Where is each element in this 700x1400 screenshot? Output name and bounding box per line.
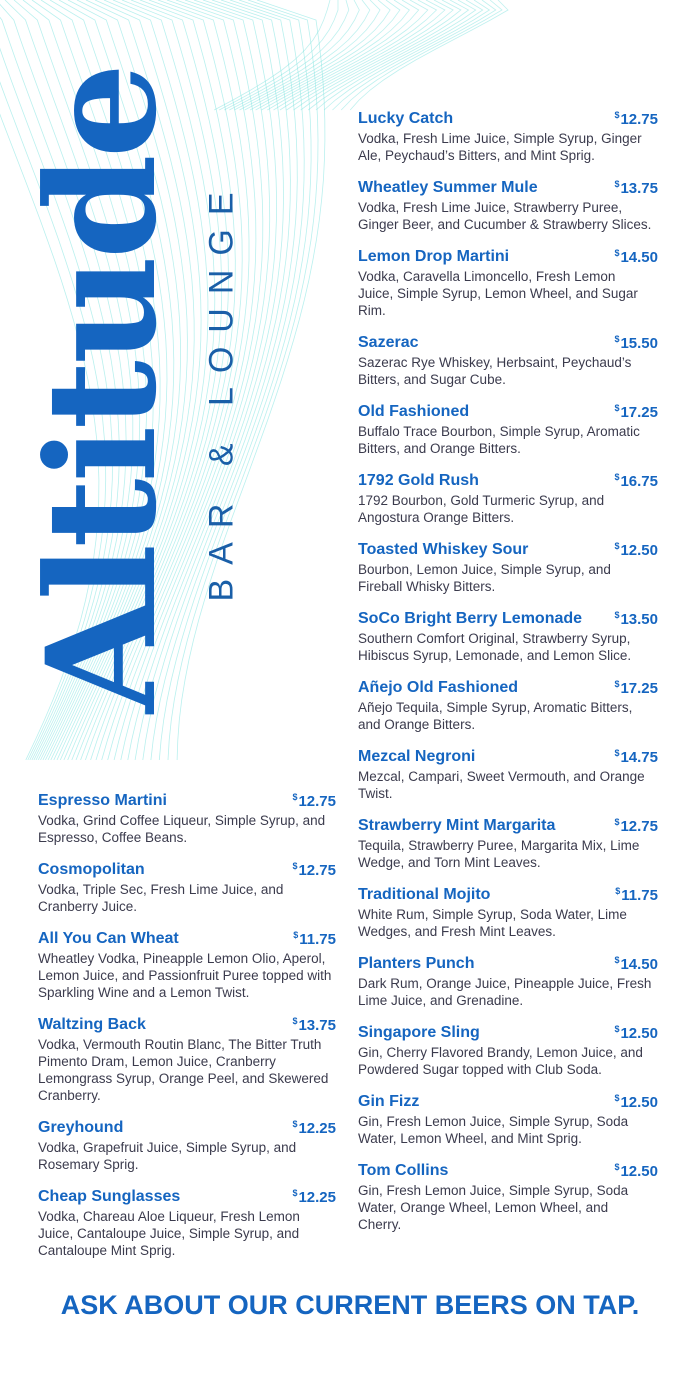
drink-price [292, 1188, 336, 1206]
beers-on-tap-note: ASK ABOUT OUR CURRENT BEERS ON TAP. [60, 1290, 640, 1320]
menu-item [358, 1093, 658, 1147]
drink-description: Vodka, Caravella Limoncello, Fresh Lemon Juice, Simple Syrup, Lemon Wheel, and Sugar Rim. [358, 269, 638, 318]
drink-name: Wheatley Summer Mule [358, 179, 538, 196]
drink-name: Waltzing Back [38, 1016, 146, 1033]
price-value: 14.50 [620, 956, 658, 973]
price-value: 12.50 [620, 542, 658, 559]
price-value: 13.75 [620, 180, 658, 197]
menu-item [358, 110, 658, 164]
price-value: 12.50 [620, 1163, 658, 1180]
price-value: 12.75 [298, 862, 336, 879]
drink-description: White Rum, Simple Syrup, Soda Water, Lime Wedges, and Fresh Mint Leaves. [358, 907, 627, 939]
drink-name: Gin Fizz [358, 1093, 420, 1110]
drink-price [614, 403, 658, 421]
wave-line [287, 0, 454, 110]
drink-name: Traditional Mojito [358, 886, 491, 903]
currency-symbol: $ [292, 792, 298, 802]
currency-symbol: $ [614, 610, 620, 620]
menu-item [358, 472, 658, 526]
wave-line [294, 0, 461, 110]
currency-symbol: $ [292, 1016, 298, 1026]
currency-symbol: $ [292, 1119, 298, 1129]
price-value: 15.50 [620, 335, 658, 352]
drink-description: Vodka, Chareau Aloe Liqueur, Fresh Lemon Juice, Cantaloupe Juice, Simple Syrup, and Cantaloupe Mint Sprig. [38, 1209, 300, 1258]
wave-line [324, 0, 489, 110]
drink-price [614, 541, 658, 559]
drink-name: Añejo Old Fashioned [358, 679, 519, 696]
drink-name: Greyhound [38, 1119, 124, 1136]
drink-price [292, 1119, 336, 1137]
currency-symbol: $ [614, 334, 620, 344]
drink-description: 1792 Bourbon, Gold Turmeric Syrup, and Angostura Orange Bitters. [358, 493, 605, 525]
menu-column-left [38, 792, 336, 1274]
drink-name: Planters Punch [358, 955, 475, 972]
drink-name: Strawberry Mint Margarita [358, 817, 556, 834]
currency-symbol: $ [614, 1162, 620, 1172]
menu-item [358, 334, 658, 388]
wave-line [308, 0, 476, 110]
logo-wordmark: Altitude [14, 66, 190, 714]
drink-description: Vodka, Fresh Lime Juice, Strawberry Puree, Ginger Beer, and Cucumber & Strawberry Slices. [358, 200, 652, 232]
menu-item [38, 1016, 336, 1104]
drink-description: Dark Rum, Orange Juice, Pineapple Juice, Fresh Lime Juice, and Grenadine. [358, 976, 652, 1008]
menu-column-right [358, 110, 658, 1248]
currency-symbol: $ [614, 748, 620, 758]
drink-name: Tom Collins [358, 1162, 449, 1179]
drink-name: Mezcal Negroni [358, 748, 476, 765]
menu-item [358, 1162, 658, 1233]
menu-item [38, 930, 336, 1001]
menu-item [358, 248, 658, 319]
menu-item [358, 748, 658, 802]
menu-item [358, 955, 658, 1009]
drink-description: Southern Comfort Original, Strawberry Syrup, Hibiscus Syrup, Lemonade, and Lemon Slice. [358, 631, 632, 663]
drink-name: Espresso Martini [38, 792, 167, 809]
drink-price [615, 886, 658, 904]
currency-symbol: $ [614, 179, 620, 189]
price-value: 12.50 [620, 1094, 658, 1111]
drink-description: Añejo Tequila, Simple Syrup, Aromatic Bitters, and Orange Bitters. [358, 700, 633, 732]
currency-symbol: $ [615, 886, 621, 896]
drink-description: Vodka, Vermouth Routin Blanc, The Bitter Truth Pimento Dram, Lemon Juice, Cranberry Lemongrass Syrup, Orange Peel, and Skewered Cranberry. [38, 1037, 329, 1103]
currency-symbol: $ [614, 403, 620, 413]
price-value: 12.75 [620, 111, 658, 128]
menu-item [358, 179, 658, 233]
drink-price [614, 610, 658, 628]
menu-item [38, 1119, 336, 1173]
currency-symbol: $ [614, 955, 620, 965]
price-value: 12.50 [620, 1025, 658, 1042]
currency-symbol: $ [614, 472, 620, 482]
brand-subtitle [198, 140, 246, 640]
drink-price [614, 817, 658, 835]
price-value: 13.75 [298, 1017, 336, 1034]
drink-name: Sazerac [358, 334, 419, 351]
drink-price [292, 1016, 336, 1034]
price-value: 17.25 [620, 404, 658, 421]
subtitle-text: BAR & LOUNGE [202, 178, 241, 602]
price-value: 12.25 [298, 1120, 336, 1137]
menu-item [358, 610, 658, 664]
menu-item [358, 679, 658, 733]
drink-price [614, 748, 658, 766]
price-value: 12.25 [298, 1189, 336, 1206]
drink-price [292, 861, 336, 879]
drink-price [614, 679, 658, 697]
drink-name: Cheap Sunglasses [38, 1188, 181, 1205]
drink-price [292, 792, 336, 810]
price-value: 14.75 [620, 749, 658, 766]
drink-price [614, 1162, 658, 1180]
drink-name: Lemon Drop Martini [358, 248, 510, 265]
drink-name: Toasted Whiskey Sour [358, 541, 529, 558]
wave-line [333, 0, 496, 110]
drink-description: Mezcal, Campari, Sweet Vermouth, and Orange Twist. [358, 769, 645, 801]
drink-price [614, 334, 658, 352]
price-value: 13.50 [620, 611, 658, 628]
drink-price [614, 472, 658, 490]
drink-name: Singapore Sling [358, 1024, 480, 1041]
drink-description: Gin, Fresh Lemon Juice, Simple Syrup, Soda Water, Lemon Wheel, and Mint Sprig. [358, 1114, 629, 1146]
currency-symbol: $ [614, 1093, 620, 1103]
drink-description: Wheatley Vodka, Pineapple Lemon Olio, Aperol, Lemon Juice, and Passionfruit Puree topped with Sparkling Wine and a Lemon Twist. [38, 951, 332, 1000]
drink-name: Old Fashioned [358, 403, 470, 420]
currency-symbol: $ [614, 110, 620, 120]
menu-item [38, 1188, 336, 1259]
brand-logo [14, 50, 190, 730]
drink-price [614, 1093, 658, 1111]
drink-description: Gin, Cherry Flavored Brandy, Lemon Juice, and Powdered Sugar topped with Club Soda. [358, 1045, 643, 1077]
drink-name: All You Can Wheat [38, 930, 179, 947]
currency-symbol: $ [292, 861, 298, 871]
drink-price [293, 930, 336, 948]
drink-name: Lucky Catch [358, 110, 454, 127]
drink-description: Vodka, Triple Sec, Fresh Lime Juice, and Cranberry Juice. [38, 882, 284, 914]
currency-symbol: $ [292, 1188, 298, 1198]
drink-price [614, 955, 658, 973]
drink-price [614, 1024, 658, 1042]
drink-description: Buffalo Trace Bourbon, Simple Syrup, Aromatic Bitters, and Orange Bitters. [358, 424, 640, 456]
currency-symbol: $ [614, 817, 620, 827]
currency-symbol: $ [614, 248, 620, 258]
currency-symbol: $ [293, 930, 299, 940]
menu-item [358, 886, 658, 940]
drink-description: Vodka, Grapefruit Juice, Simple Syrup, and Rosemary Sprig. [38, 1140, 297, 1172]
drink-description: Sazerac Rye Whiskey, Herbsaint, Peychaud’s Bitters, and Sugar Cube. [358, 355, 632, 387]
price-value: 11.75 [299, 931, 336, 948]
price-value: 14.50 [620, 249, 658, 266]
currency-symbol: $ [614, 679, 620, 689]
menu-item [358, 817, 658, 871]
price-value: 11.75 [621, 887, 658, 904]
drink-name: Cosmopolitan [38, 861, 145, 878]
currency-symbol: $ [614, 541, 620, 551]
drink-price [614, 248, 658, 266]
price-value: 12.75 [298, 793, 336, 810]
drink-description: Tequila, Strawberry Puree, Margarita Mix, Lime Wedge, and Torn Mint Leaves. [358, 838, 640, 870]
drink-price [614, 179, 658, 197]
price-value: 16.75 [620, 473, 658, 490]
drink-price [614, 110, 658, 128]
menu-item [38, 861, 336, 915]
wave-line [229, 0, 359, 110]
drink-description: Vodka, Grind Coffee Liqueur, Simple Syrup, and Espresso, Coffee Beans. [38, 813, 326, 845]
drink-name: SoCo Bright Berry Lemonade [358, 610, 583, 627]
currency-symbol: $ [614, 1024, 620, 1034]
price-value: 12.75 [620, 818, 658, 835]
drink-description: Bourbon, Lemon Juice, Simple Syrup, and Fireball Whisky Bitters. [358, 562, 611, 594]
drink-description: Gin, Fresh Lemon Juice, Simple Syrup, Soda Water, Orange Wheel, Lemon Wheel, and Cherry. [358, 1183, 629, 1232]
drink-name: 1792 Gold Rush [358, 472, 479, 489]
menu-item [38, 792, 336, 846]
menu-item [358, 1024, 658, 1078]
menu-item [358, 403, 658, 457]
menu-item [358, 541, 658, 595]
drink-description: Vodka, Fresh Lime Juice, Simple Syrup, Ginger Ale, Peychaud’s Bitters, and Mint Sprig. [358, 131, 642, 163]
price-value: 17.25 [620, 680, 658, 697]
